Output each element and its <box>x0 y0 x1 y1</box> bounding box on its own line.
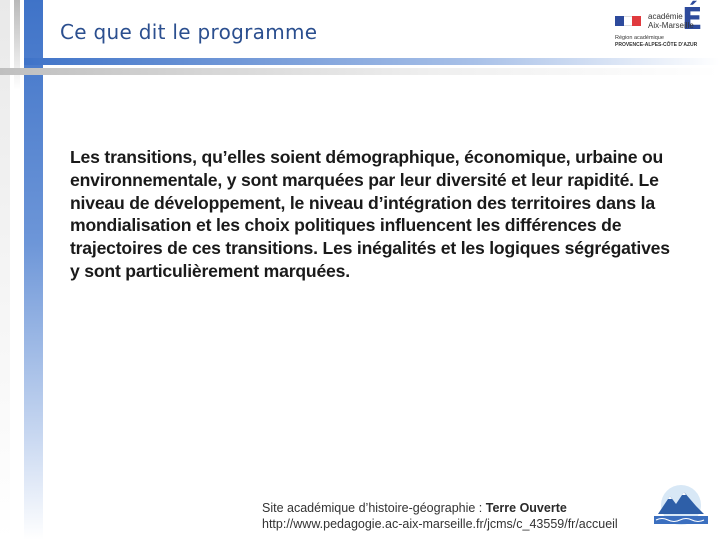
terre-ouverte-logo <box>652 482 710 528</box>
logo-letter: É <box>682 2 703 37</box>
footer-site-line <box>262 500 618 516</box>
logo-region-line1: Région académique <box>615 35 664 41</box>
logo-region-line2: PROVENCE-ALPES-CÔTE D’AZUR <box>615 42 698 48</box>
left-bar-outer <box>0 0 10 540</box>
footer-site-prefix: Site académique d’histoire-géographie : <box>262 501 486 515</box>
program-text: Les transitions, qu’elles soient démographique, économique, urbaine ou environnementale, y sont marquées par leur diversité et leur rapidité. Le niveau de développement, le niveau d’intégration des territoires dans la mondialisation et les choix politiques influencent les différences de trajectoires de ces transitions. Les inégalités et les logiques ségrégatives y sont particulièrement marquées. <box>70 147 670 281</box>
footer <box>262 500 618 532</box>
title-underline-blue <box>24 58 720 65</box>
left-bar-blue <box>24 0 43 540</box>
footer-url[interactable]: http://www.pedagogie.ac-aix-marseille.fr/jcms/c_43559/fr/accueil <box>262 517 618 531</box>
slide-title: Ce que dit le programme <box>60 20 318 44</box>
logo-line2: Aix-Marseille <box>648 21 694 30</box>
left-bar-inner <box>14 0 20 90</box>
logo-line1: académie <box>648 12 683 21</box>
french-flag-icon <box>615 16 641 26</box>
title-underline-grey <box>0 68 720 75</box>
footer-site-name: Terre Ouverte <box>485 501 567 515</box>
academy-logo <box>612 4 712 54</box>
